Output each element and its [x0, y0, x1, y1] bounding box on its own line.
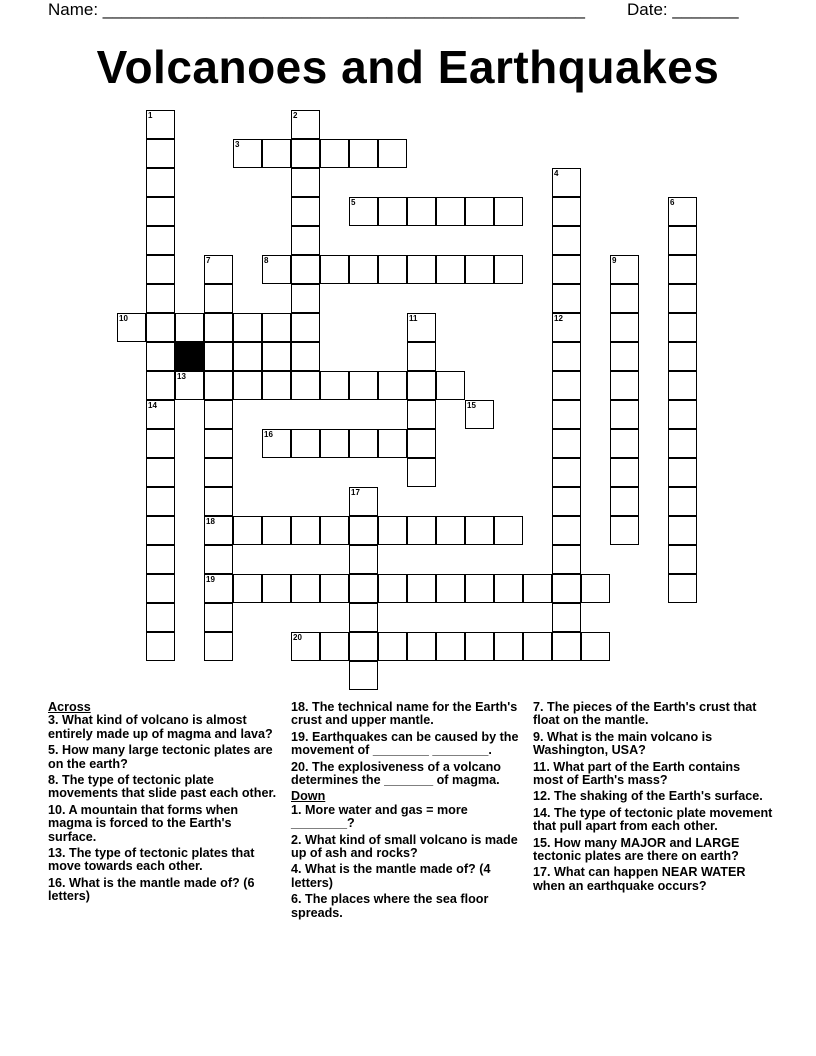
crossword-cell[interactable]: [378, 197, 407, 226]
clue-text: The explosiveness of a volcano determines the _______ of magma.: [291, 759, 501, 788]
clue-item: [48, 847, 280, 874]
crossword-cell[interactable]: [262, 313, 291, 342]
clue-item: [48, 877, 280, 904]
crossword-cell[interactable]: [436, 371, 465, 400]
clue-text: How many large tectonic plates are on the earth?: [48, 743, 273, 771]
crossword-cell[interactable]: [581, 632, 610, 661]
crossword-cell[interactable]: [407, 342, 436, 371]
clue-text: How many MAJOR and LARGE tectonic plates are there on earth?: [533, 835, 740, 864]
crossword-cell[interactable]: [407, 632, 436, 661]
crossword-cell[interactable]: [407, 574, 436, 603]
crossword-cell[interactable]: [291, 226, 320, 255]
crossword-cell[interactable]: [146, 429, 175, 458]
crossword-cell[interactable]: [146, 342, 175, 371]
crossword-cell[interactable]: [204, 458, 233, 487]
clue-text: What is the mantle made of? (6 letters): [48, 875, 255, 904]
clue-item: [48, 774, 280, 801]
clue-item: [291, 731, 527, 758]
clue-number-label: 18.: [291, 700, 309, 714]
clue-text: The type of tectonic plates that move towards each other.: [48, 846, 255, 874]
clue-heading-across: Across: [48, 700, 91, 714]
crossword-cell[interactable]: [204, 487, 233, 516]
crossword-cell[interactable]: [436, 632, 465, 661]
crossword-cell[interactable]: [291, 574, 320, 603]
clue-text: What can happen NEAR WATER when an earthquake occurs?: [533, 865, 746, 893]
crossword-cell[interactable]: [668, 342, 697, 371]
clue-number-label: 13.: [48, 846, 66, 861]
crossword-cell[interactable]: [668, 458, 697, 487]
crossword-cell[interactable]: [378, 139, 407, 168]
clue-number-1: 1: [148, 111, 153, 120]
crossword-cell[interactable]: [146, 197, 175, 226]
clue-item: [533, 866, 773, 893]
clue-text: The technical name for the Earth's crust and upper mantle.: [291, 700, 518, 728]
crossword-cell[interactable]: [349, 661, 378, 690]
clue-number-9: 9: [612, 256, 617, 265]
crossword-cell[interactable]: [204, 545, 233, 574]
crossword-cell[interactable]: [320, 255, 349, 284]
clue-number-18: 18: [206, 517, 215, 526]
crossword-cell[interactable]: [668, 400, 697, 429]
clue-item: [48, 804, 280, 844]
clue-number-15: 15: [467, 401, 476, 410]
crossword-cell[interactable]: [552, 574, 581, 603]
clue-item: [291, 863, 527, 890]
crossword-cell[interactable]: [668, 545, 697, 574]
crossword-cell[interactable]: [494, 197, 523, 226]
crossword-cell[interactable]: [349, 255, 378, 284]
crossword-cell[interactable]: [552, 400, 581, 429]
clue-item: [48, 744, 280, 771]
crossword-black-cell: [175, 342, 204, 371]
crossword-cell[interactable]: [552, 197, 581, 226]
clue-number-11: 11: [409, 314, 418, 323]
clue-number-label: 16.: [48, 875, 66, 890]
crossword-cell[interactable]: [291, 255, 320, 284]
crossword-cell[interactable]: [610, 342, 639, 371]
clue-number-17: 17: [351, 488, 360, 497]
crossword-cell[interactable]: [146, 574, 175, 603]
crossword-cell[interactable]: [291, 284, 320, 313]
clue-number-label: 17.: [533, 865, 551, 880]
crossword-cell[interactable]: [494, 574, 523, 603]
clue-number-label: 2.: [291, 832, 302, 847]
clue-item: [291, 893, 527, 920]
clue-number-label: 14.: [533, 805, 551, 820]
crossword-cell[interactable]: [407, 429, 436, 458]
crossword-cell[interactable]: [552, 458, 581, 487]
crossword-cell[interactable]: [146, 139, 175, 168]
clue-column-1: [48, 701, 280, 907]
crossword-cell[interactable]: [552, 632, 581, 661]
clue-number-4: 4: [554, 169, 559, 178]
clue-number-10: 10: [119, 314, 128, 323]
clue-item: [533, 701, 773, 728]
clue-item: [533, 731, 773, 758]
crossword-cell[interactable]: [233, 516, 262, 545]
crossword-cell[interactable]: [494, 632, 523, 661]
crossword-cell[interactable]: [668, 313, 697, 342]
crossword-cell[interactable]: [378, 516, 407, 545]
clue-item: [533, 790, 773, 803]
clue-text: What kind of volcano is almost entirely made up of magma and lava?: [48, 713, 273, 741]
crossword-cell[interactable]: [378, 574, 407, 603]
crossword-cell[interactable]: [146, 516, 175, 545]
clue-number-3: 3: [235, 140, 240, 149]
crossword-cell[interactable]: [523, 632, 552, 661]
crossword-cell[interactable]: [378, 255, 407, 284]
crossword-cell[interactable]: [407, 197, 436, 226]
crossword-cell[interactable]: [407, 400, 436, 429]
crossword-cell[interactable]: [465, 197, 494, 226]
crossword-cell[interactable]: [349, 371, 378, 400]
crossword-cell[interactable]: [291, 371, 320, 400]
crossword-cell[interactable]: [465, 632, 494, 661]
crossword-cell[interactable]: [668, 574, 697, 603]
clue-number-6: 6: [670, 198, 675, 207]
crossword-cell[interactable]: [291, 516, 320, 545]
crossword-cell[interactable]: [494, 255, 523, 284]
crossword-cell[interactable]: [262, 342, 291, 371]
clue-number-label: 10.: [48, 802, 66, 817]
crossword-cell[interactable]: [378, 632, 407, 661]
crossword-cell[interactable]: [552, 516, 581, 545]
crossword-cell[interactable]: [320, 632, 349, 661]
crossword-cell[interactable]: [291, 197, 320, 226]
crossword-cell[interactable]: [552, 255, 581, 284]
crossword-cell[interactable]: [204, 313, 233, 342]
crossword-cell[interactable]: [233, 313, 262, 342]
crossword-cell[interactable]: [668, 429, 697, 458]
clue-item: [533, 761, 773, 788]
clue-number-label: 3.: [48, 713, 59, 728]
crossword-cell[interactable]: [204, 284, 233, 313]
clue-item: [48, 714, 280, 741]
crossword-cell[interactable]: [349, 603, 378, 632]
crossword-cell[interactable]: [146, 545, 175, 574]
crossword-cell[interactable]: [262, 139, 291, 168]
crossword-cell[interactable]: [204, 632, 233, 661]
clue-text: What part of the Earth contains most of Earth's mass?: [533, 759, 741, 788]
crossword-cell[interactable]: [610, 516, 639, 545]
date-field-label: Date: _______: [627, 0, 739, 19]
crossword-cell[interactable]: [407, 458, 436, 487]
clue-number-2: 2: [293, 111, 298, 120]
clue-text: More water and gas = more ________?: [291, 802, 468, 831]
crossword-cell[interactable]: [349, 516, 378, 545]
crossword-cell[interactable]: [668, 371, 697, 400]
crossword-cell[interactable]: [291, 342, 320, 371]
crossword-cell[interactable]: [146, 313, 175, 342]
crossword-cell[interactable]: [581, 574, 610, 603]
crossword-cell[interactable]: [523, 574, 552, 603]
crossword-cell[interactable]: [320, 429, 349, 458]
crossword-cell[interactable]: [204, 371, 233, 400]
crossword-cell[interactable]: [146, 371, 175, 400]
crossword-cell[interactable]: [233, 371, 262, 400]
clue-number-19: 19: [206, 575, 215, 584]
crossword-cell[interactable]: [552, 284, 581, 313]
crossword-cell[interactable]: [204, 400, 233, 429]
crossword-cell[interactable]: [610, 371, 639, 400]
clue-number-14: 14: [148, 401, 157, 410]
crossword-cell[interactable]: [378, 429, 407, 458]
clue-text: The places where the sea floor spreads.: [291, 892, 489, 920]
crossword-cell[interactable]: [494, 516, 523, 545]
crossword-cell[interactable]: [262, 516, 291, 545]
crossword-cell[interactable]: [407, 516, 436, 545]
crossword-cell[interactable]: [668, 284, 697, 313]
crossword-cell[interactable]: [146, 168, 175, 197]
clue-number-label: 7.: [533, 700, 544, 714]
clue-text: Earthquakes can be caused by the movement of ________ ________.: [291, 729, 519, 758]
crossword-cell[interactable]: [146, 487, 175, 516]
clue-number-label: 15.: [533, 835, 551, 850]
clue-number-5: 5: [351, 198, 356, 207]
clue-item: [533, 837, 773, 864]
crossword-cell[interactable]: [291, 139, 320, 168]
clue-number-label: 9.: [533, 729, 544, 744]
crossword-cell[interactable]: [465, 255, 494, 284]
crossword-cell[interactable]: [320, 574, 349, 603]
crossword-cell[interactable]: [668, 516, 697, 545]
crossword-cell[interactable]: [146, 284, 175, 313]
clue-column-3: [533, 701, 773, 896]
clue-text: What is the mantle made of? (4 letters): [291, 862, 491, 890]
crossword-cell[interactable]: [291, 313, 320, 342]
clue-item: [291, 701, 527, 728]
clue-text: A mountain that forms when magma is forced to the Earth's surface.: [48, 802, 239, 844]
crossword-cell[interactable]: [233, 574, 262, 603]
crossword-cell[interactable]: [552, 429, 581, 458]
crossword-cell[interactable]: [320, 516, 349, 545]
clue-number-20: 20: [293, 633, 302, 642]
clue-number-13: 13: [177, 372, 186, 381]
crossword-cell[interactable]: [291, 168, 320, 197]
crossword-cell[interactable]: [320, 371, 349, 400]
crossword-cell[interactable]: [291, 429, 320, 458]
crossword-cell[interactable]: [204, 429, 233, 458]
crossword-cell[interactable]: [436, 255, 465, 284]
crossword-cell[interactable]: [349, 545, 378, 574]
name-field-label: Name: ___________________________________________________: [48, 0, 585, 19]
clue-number-label: 6.: [291, 892, 302, 907]
clue-text: The type of tectonic plate movements that slide past each other.: [48, 773, 277, 801]
crossword-cell[interactable]: [552, 545, 581, 574]
crossword-cell[interactable]: [146, 226, 175, 255]
crossword-cell[interactable]: [378, 371, 407, 400]
clue-heading-down: Down: [291, 789, 326, 804]
crossword-cell[interactable]: [349, 139, 378, 168]
clue-column-2: [291, 701, 527, 923]
clue-number-label: 20.: [291, 759, 309, 774]
clue-item: [291, 804, 527, 831]
crossword-cell[interactable]: [349, 574, 378, 603]
crossword-cell[interactable]: [465, 516, 494, 545]
crossword-cell[interactable]: [146, 255, 175, 284]
crossword-cell[interactable]: [320, 139, 349, 168]
crossword-cell[interactable]: [552, 226, 581, 255]
clue-item: [291, 761, 527, 788]
crossword-cell[interactable]: [552, 487, 581, 516]
clue-number-8: 8: [264, 256, 269, 265]
clue-number-label: 4.: [291, 862, 302, 877]
crossword-cell[interactable]: [349, 429, 378, 458]
crossword-cell[interactable]: [204, 603, 233, 632]
clue-number-label: 12.: [533, 789, 551, 804]
clue-text: What is the main volcano is Washington, USA?: [533, 729, 713, 758]
crossword-cell[interactable]: [610, 487, 639, 516]
crossword-cell[interactable]: [436, 516, 465, 545]
crossword-cell[interactable]: [349, 632, 378, 661]
crossword-cell[interactable]: [610, 429, 639, 458]
clue-number-label: 19.: [291, 729, 309, 744]
crossword-cell[interactable]: [407, 255, 436, 284]
crossword-cell[interactable]: [262, 371, 291, 400]
clue-item: [533, 807, 773, 834]
crossword-cell[interactable]: [610, 284, 639, 313]
crossword-cell[interactable]: [436, 574, 465, 603]
crossword-cell[interactable]: [668, 255, 697, 284]
crossword-cell[interactable]: [552, 342, 581, 371]
crossword-cell[interactable]: [610, 400, 639, 429]
clue-number-7: 7: [206, 256, 211, 265]
crossword-cell[interactable]: [552, 371, 581, 400]
crossword-cell[interactable]: [407, 371, 436, 400]
crossword-cell[interactable]: [610, 313, 639, 342]
crossword-cell[interactable]: [552, 603, 581, 632]
clue-number-label: 8.: [48, 773, 59, 788]
clue-number-label: 5.: [48, 743, 59, 758]
clue-number-label: 11.: [533, 759, 550, 774]
crossword-cell[interactable]: [436, 197, 465, 226]
clue-text: The shaking of the Earth's surface.: [550, 789, 763, 804]
clue-number-label: 1.: [291, 802, 302, 817]
crossword-cell[interactable]: [146, 632, 175, 661]
crossword-cell[interactable]: [175, 313, 204, 342]
clue-number-16: 16: [264, 430, 273, 439]
crossword-cell[interactable]: [146, 603, 175, 632]
crossword-cell[interactable]: [465, 574, 494, 603]
crossword-cell[interactable]: [668, 487, 697, 516]
crossword-cell[interactable]: [204, 342, 233, 371]
crossword-cell[interactable]: [146, 458, 175, 487]
crossword-cell[interactable]: [262, 574, 291, 603]
clue-text: The pieces of the Earth's crust that float on the mantle.: [533, 700, 757, 728]
crossword-cell[interactable]: [610, 458, 639, 487]
clue-text: What kind of small volcano is made up of ash and rocks?: [291, 832, 518, 861]
clue-item: [291, 834, 527, 861]
crossword-cell[interactable]: [668, 226, 697, 255]
page-title: Volcanoes and Earthquakes: [96, 41, 720, 93]
clue-text: The type of tectonic plate movement that pull apart from each other.: [533, 805, 773, 834]
clue-number-12: 12: [554, 314, 563, 323]
crossword-cell[interactable]: [233, 342, 262, 371]
